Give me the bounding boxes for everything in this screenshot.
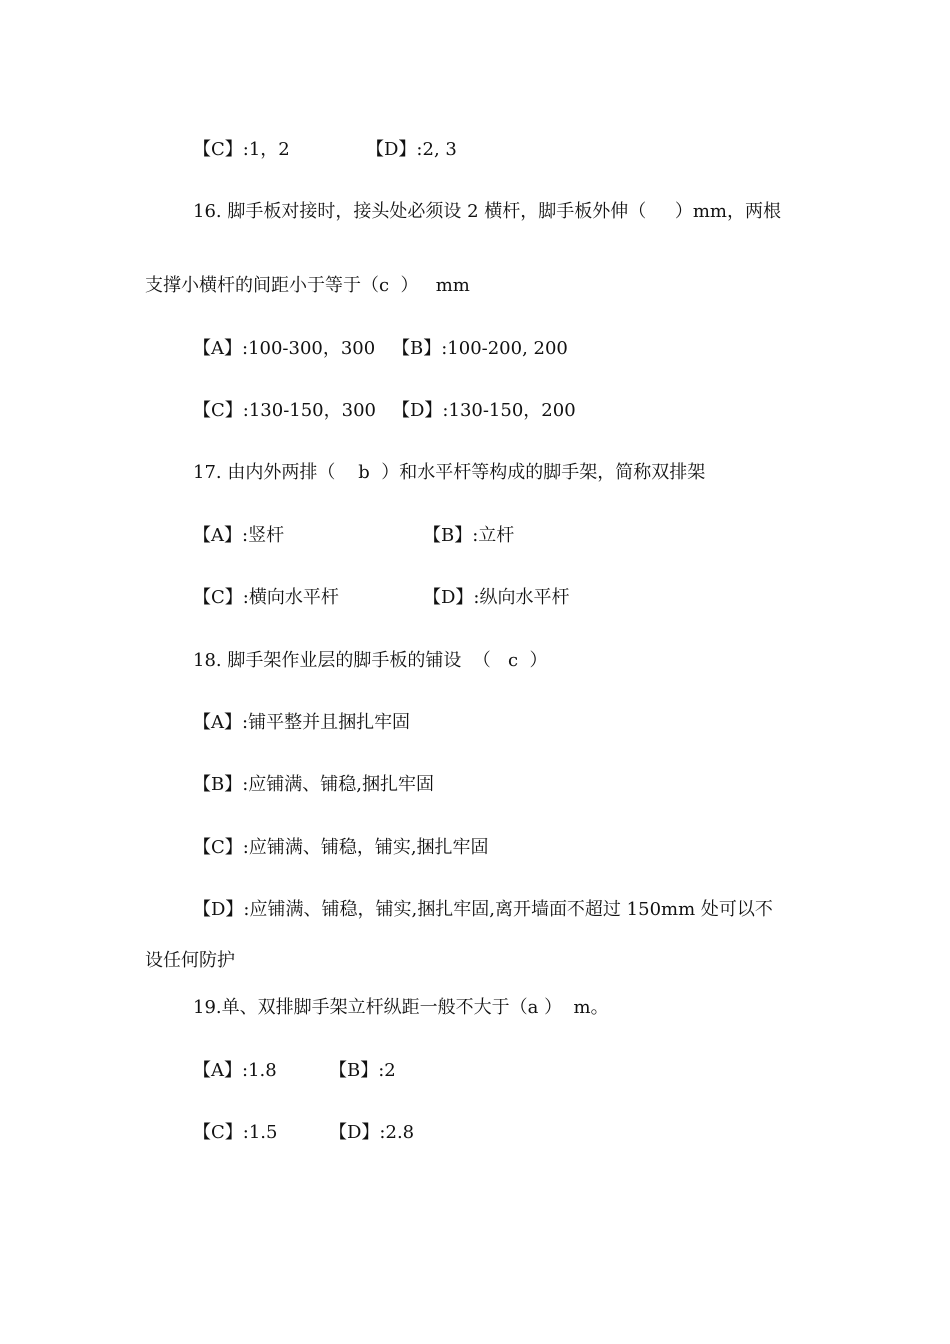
q19-stem: 19.单、双排脚手架立杆纵距一般不大于（a ） m。 <box>193 997 609 1018</box>
q19-option-d: 【D】:2.8 <box>329 1122 415 1143</box>
q19-option-b: 【B】:2 <box>329 1060 396 1081</box>
q16-stem-line2: 支撑小横杆的间距小于等于（c ） mm <box>145 275 470 296</box>
q18-option-a: 【A】:铺平整并且捆扎牢固 <box>193 712 411 733</box>
q16-stem-line1: 16. 脚手板对接时，接头处必须设 2 横杆，脚手板外伸（ ）mm，两根 <box>193 201 781 222</box>
q19-option-c: 【C】:1.5 <box>193 1122 278 1143</box>
q18-option-d-line1: 【D】:应铺满、铺稳，铺实,捆扎牢固,离开墙面不超过 150mm 处可以不 <box>193 899 773 920</box>
q17-stem: 17. 由内外两排（ b ）和水平杆等构成的脚手架，简称双排架 <box>193 462 706 483</box>
q15-option-c: 【C】:1，2 <box>193 139 290 160</box>
q17-option-d: 【D】:纵向水平杆 <box>423 587 570 608</box>
q17-option-c: 【C】:横向水平杆 <box>193 587 339 608</box>
q15-option-d: 【D】:2, 3 <box>366 139 457 160</box>
q19-option-a: 【A】:1.8 <box>193 1060 277 1081</box>
q17-option-b: 【B】:立杆 <box>423 525 515 546</box>
q17-option-a: 【A】:竖杆 <box>193 525 285 546</box>
q18-stem: 18. 脚手架作业层的脚手板的铺设 （ c ） <box>193 650 548 671</box>
q18-option-c: 【C】:应铺满、铺稳，铺实,捆扎牢固 <box>193 837 489 858</box>
q18-option-d-line2: 设任何防护 <box>145 950 235 971</box>
q16-option-b: 【B】:100-200, 200 <box>392 338 568 359</box>
q16-option-a: 【A】:100-300，300 <box>193 338 376 359</box>
q16-option-d: 【D】:130-150，200 <box>392 400 576 421</box>
q18-option-b: 【B】:应铺满、铺稳,捆扎牢固 <box>193 774 435 795</box>
q16-option-c: 【C】:130-150，300 <box>193 400 376 421</box>
